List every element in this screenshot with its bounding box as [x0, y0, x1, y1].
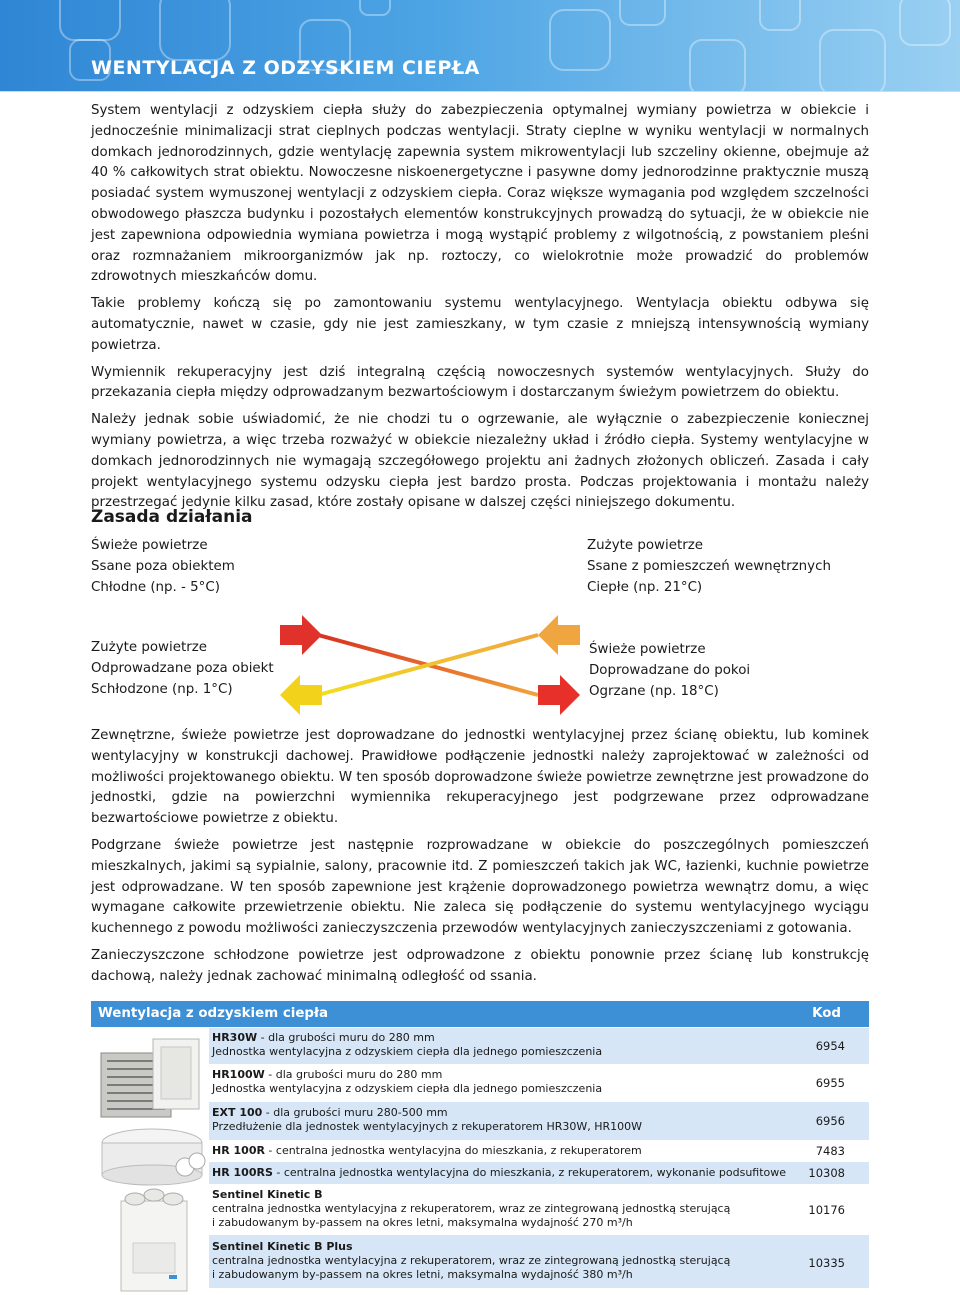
row-code: 10176: [808, 1203, 845, 1217]
row-code: 6954: [815, 1039, 845, 1053]
row-description: [212, 1106, 642, 1134]
row-product-name: HR30W: [212, 1031, 258, 1044]
header-banner: [0, 0, 960, 92]
flow-bottom-left-line-3: Schłodzone (np. 1°C): [91, 682, 233, 697]
extract-intake-arrow: [538, 615, 580, 655]
flow-top-left-line-2: Ssane poza obiektem: [91, 559, 235, 574]
flow-bottom-left-line-1: Zużyte powietrze: [91, 640, 207, 655]
supply-outlet-arrow: [538, 675, 580, 715]
row-line-2: Jednostka wentylacyjna z odzyskiem ciepła dla jednego pomieszczenia: [212, 1082, 603, 1095]
flow-bottom-right-line-1: Świeże powietrze: [589, 642, 706, 657]
table-header-name: Wentylacja z odzyskiem ciepła: [98, 1006, 329, 1021]
row-code: 6956: [815, 1114, 845, 1128]
table-row: [209, 1102, 869, 1140]
product-image-sentinel-unit: [109, 1187, 199, 1293]
page-title: WENTYLACJA Z ODZYSKIEM CIEPŁA: [91, 57, 480, 79]
fresh-intake-arrow: [280, 615, 322, 655]
row-line-1: - dla grubości muru do 280 mm: [264, 1068, 443, 1081]
row-description: [212, 1166, 786, 1180]
intro-paragraph-3: Wymiennik rekuperacyjny jest dziś integralną częścią nowoczesnych systemów wentylacyjnych. Służy do przekazania ciepła między odprowadzanym bezwartościowym i dostarczanym świeżym powietrzem do obiektu.: [91, 364, 869, 401]
table-row: [209, 1028, 869, 1064]
table-header: [91, 1001, 869, 1027]
product-table: [91, 1001, 869, 1281]
row-line-1: - dla grubości muru 280-500 mm: [262, 1106, 448, 1119]
flow-bottom-left-line-2: Odprowadzane poza obiekt: [91, 661, 274, 676]
flow-bottom-right-line-3: Ogrzane (np. 18°C): [589, 684, 719, 699]
flow-top-right: [587, 535, 831, 598]
row-description: [212, 1240, 730, 1282]
airflow-diagram: [280, 615, 580, 715]
intro-paragraph-2: Takie problemy kończą się po zamontowaniu systemu wentylacyjnego. Wentylacja obiektu odbywa się automatycznie, nawet w czasie, gdy nie jest zamieszkany, w tym czasie z mniejszą intensywnością wymiany powietrza.: [91, 296, 869, 353]
flow-top-right-line-3: Ciepłe (np. 21°C): [587, 580, 703, 595]
header-divider: [0, 91, 960, 92]
table-row: [209, 1064, 869, 1102]
row-line-3: i zabudowanym by-passem na okres letni, maksymalna wydajność 380 m³/h: [212, 1268, 633, 1281]
row-product-name: HR 100R: [212, 1144, 265, 1157]
row-product-name: HR100W: [212, 1068, 265, 1081]
row-description: [212, 1144, 642, 1158]
row-line-2: centralna jednostka wentylacyjna z rekuperatorem, wraz ze zintegrowaną jednostką sterującą: [212, 1254, 731, 1267]
flow-top-right-line-1: Zużyte powietrze: [587, 538, 703, 553]
details-paragraph-2: Podgrzane świeże powietrze jest następnie rozprowadzane w obiekcie do poszczególnych pomieszczeń mieszkalnych, jakimi są sypialnie, salony, pracownie itd. Z pomieszczeń takich jak WC, łazienki, kuchnie powietrze jest odprowadzane. W ten sposób zapewnione jest krążenie doprowadzonego powietrza wewnątrz domu, a więc wymagane całkowite przewietrzenie obiektu. Nie zaleca się podłączenie do systemu wentylacyjnego wyciągu kuchennego z powodu możliwości zanieczyszczenia przewodów wentylacyjnych zanieczyszczeniami z gotowania.: [91, 837, 869, 937]
flow-bottom-right-line-2: Doprowadzane do pokoi: [589, 663, 751, 678]
table-row: [209, 1184, 869, 1235]
intro-text: [91, 101, 869, 520]
flow-top-left: [91, 535, 235, 598]
intro-paragraph-1: System wentylacji z odzyskiem ciepła służy do zabezpieczenia optymalnej wymiany powietrza w obiekcie i jednocześnie minimalizacji strat cieplnych podczas wentylacji. Straty cieplne w wyniku wentylacji w normalnych domkach jednorodzinnych, gdzie wentylację zapewnia system mikrowentylacji lub szczeliny okienne, obejmuje aż 40 % całkowitych strat obiektu. Nowoczesne niskoenergetyczne i pasywne domy jednorodzinne praktycznie muszą posiadać system wymuszonej wentylacji z odzyskiem ciepła. Coraz większe wymagania pod względem szczelności obwodowego płaszcza budynku i pozostałych elementów konstrukcyjnych prowadzą do sytuacji, że w obiekcie nie jest zapewniona odpowiednia wymiana powietrza i mogą wystąpić problemy z wilgotnością, z powstaniem pleśni oraz rozmnażaniem mikroorganizmów jak np. roztoczy, co wielokrotnie może prowadzić do problemów zdrowotnych mieszkańców domu.: [91, 103, 869, 285]
row-code: 6955: [815, 1076, 845, 1090]
row-line-1: - centralna jednostka wentylacyjna do mieszkania, z rekuperatorem: [264, 1144, 642, 1157]
flow-top-right-line-2: Ssane z pomieszczeń wewnętrznych: [587, 559, 831, 574]
product-image-wall-unit: [95, 1035, 203, 1127]
row-line-2: Jednostka wentylacyjna z odzyskiem ciepła dla jednego pomieszczenia: [212, 1045, 603, 1058]
row-description: [212, 1031, 602, 1059]
row-product-name: HR 100RS: [212, 1166, 273, 1179]
row-line-3: i zabudowanym by-passem na okres letni, maksymalna wydajność 270 m³/h: [212, 1216, 633, 1229]
row-line-2: centralna jednostka wentylacyjna z rekuperatorem, wraz ze zintegrowaną jednostką sterującą: [212, 1202, 731, 1215]
table-header-code: Kod: [812, 1006, 841, 1021]
table-row: [209, 1162, 869, 1184]
row-description: [212, 1068, 602, 1096]
row-line-2: Przedłużenie dla jednostek wentylacyjnych z rekuperatorem HR30W, HR100W: [212, 1120, 643, 1133]
table-row: [209, 1140, 869, 1162]
row-code: 10308: [808, 1166, 845, 1180]
details-paragraph-3: Zanieczyszczone schłodzone powietrze jest odprowadzone z obiektu ponownie przez ścianę lub konstrukcję dachową, należy jednak zachować minimalną odległość od ssania.: [91, 947, 869, 984]
flow-top-left-line-1: Świeże powietrze: [91, 538, 208, 553]
details-text: [91, 726, 869, 994]
row-product-name: Sentinel Kinetic B: [212, 1188, 323, 1201]
exhaust-outlet-arrow: [280, 675, 322, 715]
row-line-1: - centralna jednostka wentylacyjna do mieszkania, z rekuperatorem, wykonanie podsufitowe: [272, 1166, 787, 1179]
row-product-name: Sentinel Kinetic B Plus: [212, 1240, 353, 1253]
flow-bottom-right: [589, 639, 750, 702]
flow-top-left-line-3: Chłodne (np. - 5°C): [91, 580, 220, 595]
product-image-central-unit: [97, 1123, 207, 1193]
intro-paragraph-4: Należy jednak sobie uświadomić, że nie chodzi tu o ogrzewanie, ale wyłącznie o zabezpieczenie koniecznej wymiany powietrza, a więc trzeba rozważyć w obiekcie niezależny układ i źródło ciepła. Systemy wentylacyjne w domkach jednorodzinnych nie wymagają szczegółowego projektu ani żadnych złożonych obliczeń. Zasada i cały projekt wentylacyjnego systemu odzysku ciepła jest bardzo prosta. Podczas projektowania i montażu należy przestrzegać jedynie kilku zasad, które zostały opisane w dalszej części niniejszego dokumentu.: [91, 412, 869, 511]
row-line-1: - dla grubości muru do 280 mm: [257, 1031, 435, 1044]
flow-bottom-left: [91, 637, 274, 700]
details-paragraph-1: Zewnętrzne, świeże powietrze jest doprowadzane do jednostki wentylacyjnej przez ścianę obiektu, lub kominek wentylacyjny w konstrukcji dachowej. Prawidłowe podłączenie jednostki należy zaprojektować w zależności od możliwości projektowanego obiektu. W ten sposób doprowadzone świeże powietrze zewnętrzne jest prowadzone do jednostki, gdzie na powierzchni wymiennika rekuperacyjnego jest podgrzewane przez odprowadzane bezwartościowe powietrze z obiektu.: [91, 728, 869, 827]
row-code: 7483: [815, 1144, 845, 1158]
row-product-name: EXT 100: [212, 1106, 263, 1119]
row-description: [212, 1188, 730, 1230]
row-code: 10335: [808, 1256, 845, 1270]
section-title-principle: Zasada działania: [91, 507, 253, 527]
table-row: [209, 1235, 869, 1288]
